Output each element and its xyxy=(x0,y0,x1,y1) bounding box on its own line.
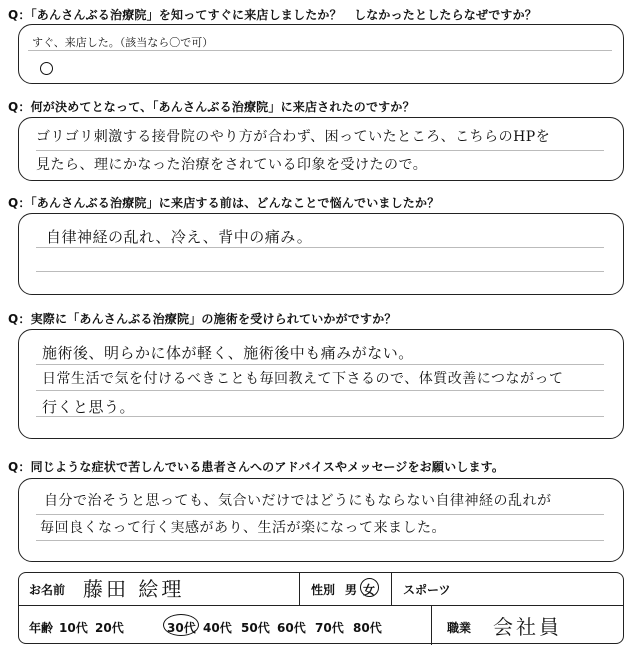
gender-label: 性別 xyxy=(311,583,336,597)
age-option-70: 70代 xyxy=(315,621,344,635)
gender-male: 男 xyxy=(345,583,358,597)
gender-female: 女 xyxy=(363,583,376,597)
ruled-line xyxy=(36,150,604,151)
ruled-line xyxy=(36,540,604,541)
name-label: お名前 xyxy=(29,583,66,597)
hobby-value: スポーツ xyxy=(403,583,451,597)
q1-printed-option: すぐ、来店した。（該当なら〇で可） xyxy=(32,36,214,49)
age-option-10: 10代 xyxy=(59,621,88,635)
col-divider xyxy=(299,573,300,605)
question-5: Q：同じような症状で苦しんでいる患者さんへのアドバイスやメッセージをお願いします。 xyxy=(8,460,505,474)
respondent-info-table xyxy=(18,572,624,644)
age-option-60: 60代 xyxy=(277,621,306,635)
q5-answer-line-2: 毎回良くなって行く実感があり、生活が楽になって来ました。 xyxy=(40,520,446,536)
question-1: Q：「あんさんぶる治療院」を知ってすぐに来店しましたか？ しなかったとしたらなぜですか？ xyxy=(8,8,538,22)
job-label: 職業 xyxy=(447,621,472,635)
q2-answer-line-2: 見たら、理にかなった治療をされている印象を受けたので。 xyxy=(36,157,428,173)
q4-answer-line-2: 日常生活で気を付けるべきことも毎回教えて下さるので、体質改善につながって xyxy=(42,371,564,387)
age-option-30: 30代 xyxy=(167,621,196,635)
question-3: Q：「あんさんぶる治療院」に来店する前は、どんなことで悩んでいましたか？ xyxy=(8,196,440,210)
col-divider xyxy=(431,605,432,645)
ruled-line xyxy=(36,271,604,272)
q1-answer-circle xyxy=(40,62,53,75)
q5-answer-line-1: 自分で治そうと思っても、気合いだけではどうにもならない自律神経の乱れが xyxy=(44,493,552,509)
ruled-line xyxy=(36,514,604,515)
q2-answer-line-1: ゴリゴリ刺激する接骨院のやり方が合わず、困っていたところ、こちらのHPを xyxy=(36,129,551,145)
age-option-50: 50代 xyxy=(241,621,270,635)
q4-answer-line-3: 行くと思う。 xyxy=(42,398,136,416)
ruled-line xyxy=(36,247,604,248)
question-4: Q：実際に「あんさんぶる治療院」の施術を受けられていかがですか？ xyxy=(8,312,397,326)
job-value: 会社員 xyxy=(493,615,562,639)
ruled-line xyxy=(28,50,612,51)
q4-answer-line-1: 施術後、明らかに体が軽く、施術後中も痛みがない。 xyxy=(42,344,414,362)
row-divider xyxy=(19,605,623,606)
ruled-line xyxy=(36,390,604,391)
gender-selected-circle xyxy=(360,578,379,597)
ruled-line xyxy=(36,364,604,365)
age-selected-circle xyxy=(163,614,199,636)
age-option-20: 20代 xyxy=(95,621,124,635)
name-value: 藤田 絵理 xyxy=(83,577,185,601)
age-label: 年齢 xyxy=(29,621,54,635)
age-option-80: 80代 xyxy=(353,621,382,635)
answer-box-1 xyxy=(18,24,624,84)
col-divider xyxy=(391,573,392,605)
q3-answer-line-1: 自律神経の乱れ、冷え、背中の痛み。 xyxy=(46,228,313,246)
question-2: Q：何が決めてとなって、「あんさんぶる治療院」に来店されたのですか？ xyxy=(8,100,415,114)
age-option-40: 40代 xyxy=(203,621,232,635)
